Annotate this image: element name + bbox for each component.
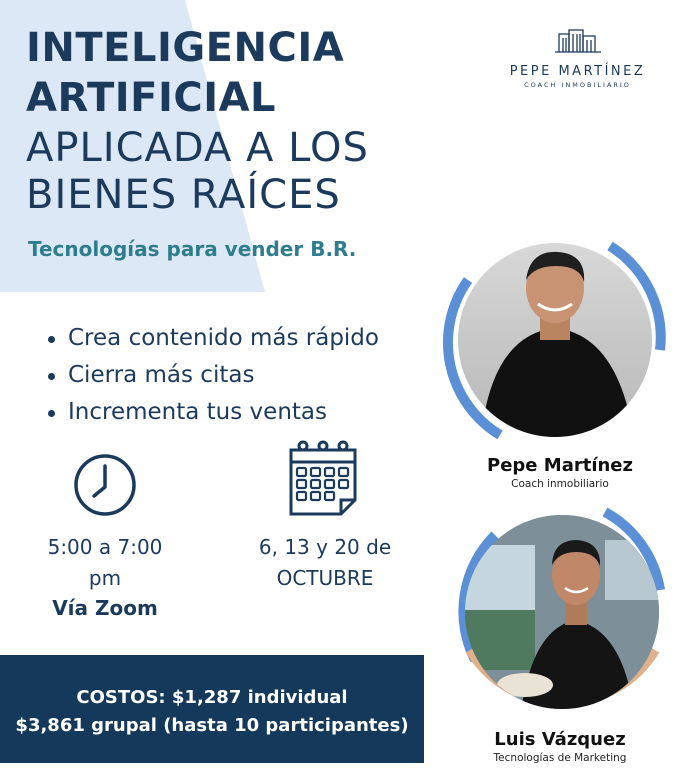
speaker-photo <box>455 500 670 720</box>
clock-icon <box>72 452 138 518</box>
logo-name: PEPE MARTÍNEZ <box>509 64 646 79</box>
subtitle: Tecnologías para vender B.R. <box>28 237 357 261</box>
dates-days: 6, 13 y 20 de <box>258 535 392 559</box>
title-line-2: ARTIFICIAL <box>26 75 277 121</box>
building-columns-icon <box>553 28 603 54</box>
schedule-time: 5:00 a 7:00 <box>47 535 163 559</box>
speaker-name: Luis Vázquez <box>494 729 626 750</box>
calendar-icon <box>287 438 359 518</box>
dates-month: OCTUBRE <box>276 566 374 590</box>
logo-tagline: COACH INMOBILIARIO <box>524 81 631 89</box>
brand-logo <box>495 28 660 90</box>
list-item: Cierra más citas <box>46 357 379 394</box>
list-item: Incrementa tus ventas <box>46 394 379 431</box>
title-line-3: APLICADA A LOS <box>26 125 369 171</box>
schedule-platform: Vía Zoom <box>52 596 158 620</box>
speaker-role: Tecnologías de Marketing <box>493 752 627 764</box>
title-line-1: INTELIGENCIA <box>26 25 345 71</box>
speaker-role: Coach inmobiliario <box>511 478 609 490</box>
list-item: Crea contenido más rápido <box>46 320 379 357</box>
speaker-name: Pepe Martínez <box>487 455 633 476</box>
cost-group: $3,861 grupal (hasta 10 participantes) <box>15 715 409 736</box>
schedule-time-suffix: pm <box>88 566 122 590</box>
speaker-photo <box>440 230 670 450</box>
cost-individual: COSTOS: $1,287 individual <box>76 687 348 708</box>
title-line-4: BIENES RAÍCES <box>26 172 341 218</box>
benefits-list <box>46 320 379 431</box>
costs-banner <box>0 655 424 763</box>
